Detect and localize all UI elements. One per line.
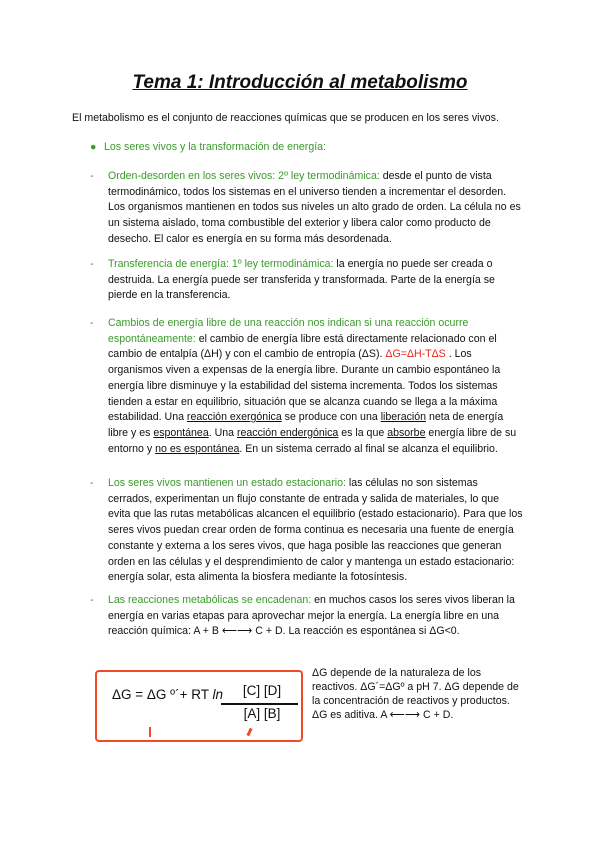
dash-marker: - [90, 258, 94, 270]
text-part: se produce con una [281, 411, 381, 424]
dash-marker: - [90, 317, 94, 329]
section-heading: Las reacciones metabólicas se encadenan: [108, 594, 312, 606]
text-part: . Una [208, 426, 237, 439]
section-energia-libre [90, 316, 524, 457]
term-endergonica: reacción endergónica [236, 426, 339, 439]
fraction-bar [221, 703, 298, 705]
section-text: en muchos casos los seres vivos liberan la energía en varias etapas para aprovechar mejor la energía. La energía libre en una reacción química: A + B ⟵⟶ C + D. La reacción es espontánea si ΔG<0. [108, 594, 515, 638]
term-liberacion: liberación [380, 411, 427, 424]
page-title: Tema 1: Introducción al metabolismo [132, 72, 468, 93]
note-dependence: ΔG depende de la naturaleza de los reactivos. ΔG´=ΔGº a pH 7. ΔG depende de la concentración de reactivos y productos. [312, 667, 519, 707]
text-part: es la que [338, 426, 388, 439]
section-text: la energía no puede ser creada o destruida. La energía puede ser transferida y transformada. Parte de la energía se pierde en la transferencia. [108, 258, 495, 302]
section-heading: Orden-desorden en los seres vivos: 2º ley termodinámica: [108, 170, 380, 182]
term-absorbe: absorbe [387, 426, 426, 439]
section-reacciones-encadenan [90, 593, 524, 640]
gibbs-equation: ΔG=ΔH-TΔS [385, 348, 446, 361]
formula-denominator: [A] [B] [243, 706, 281, 721]
section-heading: Los seres vivos mantienen un estado estacionario: [108, 477, 346, 489]
term-exergonica: reacción exergónica [186, 411, 282, 424]
dash-marker: - [90, 594, 94, 606]
formula-notes [312, 666, 522, 722]
section-transferencia [90, 257, 524, 304]
section-orden-desorden [90, 169, 524, 248]
dash-marker: - [90, 477, 94, 489]
text-part: el cambio de energía libre está directamente relacionado con el cambio de entalpía (ΔH) y con el cambio de entropía (ΔS). [108, 332, 497, 361]
term-no-espontanea: no es espontánea [155, 442, 240, 455]
section-text: las células no son sistemas cerrados, experimentan un flujo constante de entrada y salida de materiales, lo que evita que las rutas metabólicas alcancen el equilibrio (estado estacionario). Para que los seres vivos puedan crear orden de forma continua es necesaria una fuente de energía constante y externa a los seres vivos, que haga posible las reacciones que generan orden en las células y el desprendimiento de calor y mantenga un estado estacionario: energía solar, esta alimenta la biosfera mediante la fotosíntesis. [108, 477, 523, 584]
formula-lhs: ΔG = ΔG º´+ RT [112, 687, 213, 702]
text-part: energía libre de su entorno y [108, 426, 517, 455]
section-heading: Transferencia de energía: 1º ley termodinámica: [108, 258, 334, 270]
section-text: desde el punto de vista termodinámico, todos los sistemas en el universo tienden a incrementar el desorden. Los organismos mantienen en todos sus niveles un alto grado de orden. La célula no es un sistema aislado, toma combustible del exterior y libera calor como producto de desecho. El calor es energía en su forma más desordenada. [108, 170, 521, 245]
bullet-heading [90, 141, 326, 153]
formula-ln: ln [212, 687, 224, 702]
text-part: . En un sistema cerrado al final se alcanza el equilibrio. [239, 442, 498, 455]
formula-numerator: [C] [D] [242, 683, 282, 698]
text-part: . Los organismos viven a expensas de la energía libre. Durante un cambio espontáneo la energía libre disminuye y la estabilidad del sistema incrementa. Todos los sistemas tienden a estar en equilibrio, situación que se alcanza cuando se llega a la máxima estabilidad. Una [108, 348, 501, 424]
text-part: neta de energía libre y es [108, 411, 504, 439]
dash-marker: - [90, 170, 94, 182]
bullet-heading-text: Los seres vivos y la transformación de energía: [104, 141, 326, 153]
intro-paragraph: El metabolismo es el conjunto de reacciones químicas que se producen en los seres vivos. [72, 112, 499, 124]
section-heading: Cambios de energía libre de una reacción nos indican si una reacción ocurre espontáneamente: [108, 317, 469, 345]
annotation-mark [149, 727, 151, 737]
bullet-dot-icon: ● [90, 141, 97, 153]
free-energy-formula [112, 687, 223, 702]
section-estado-estacionario [90, 476, 524, 586]
term-espontanea: espontánea [153, 426, 209, 439]
note-additive: ΔG es aditiva. A ⟵⟶ C + D. [312, 709, 454, 721]
